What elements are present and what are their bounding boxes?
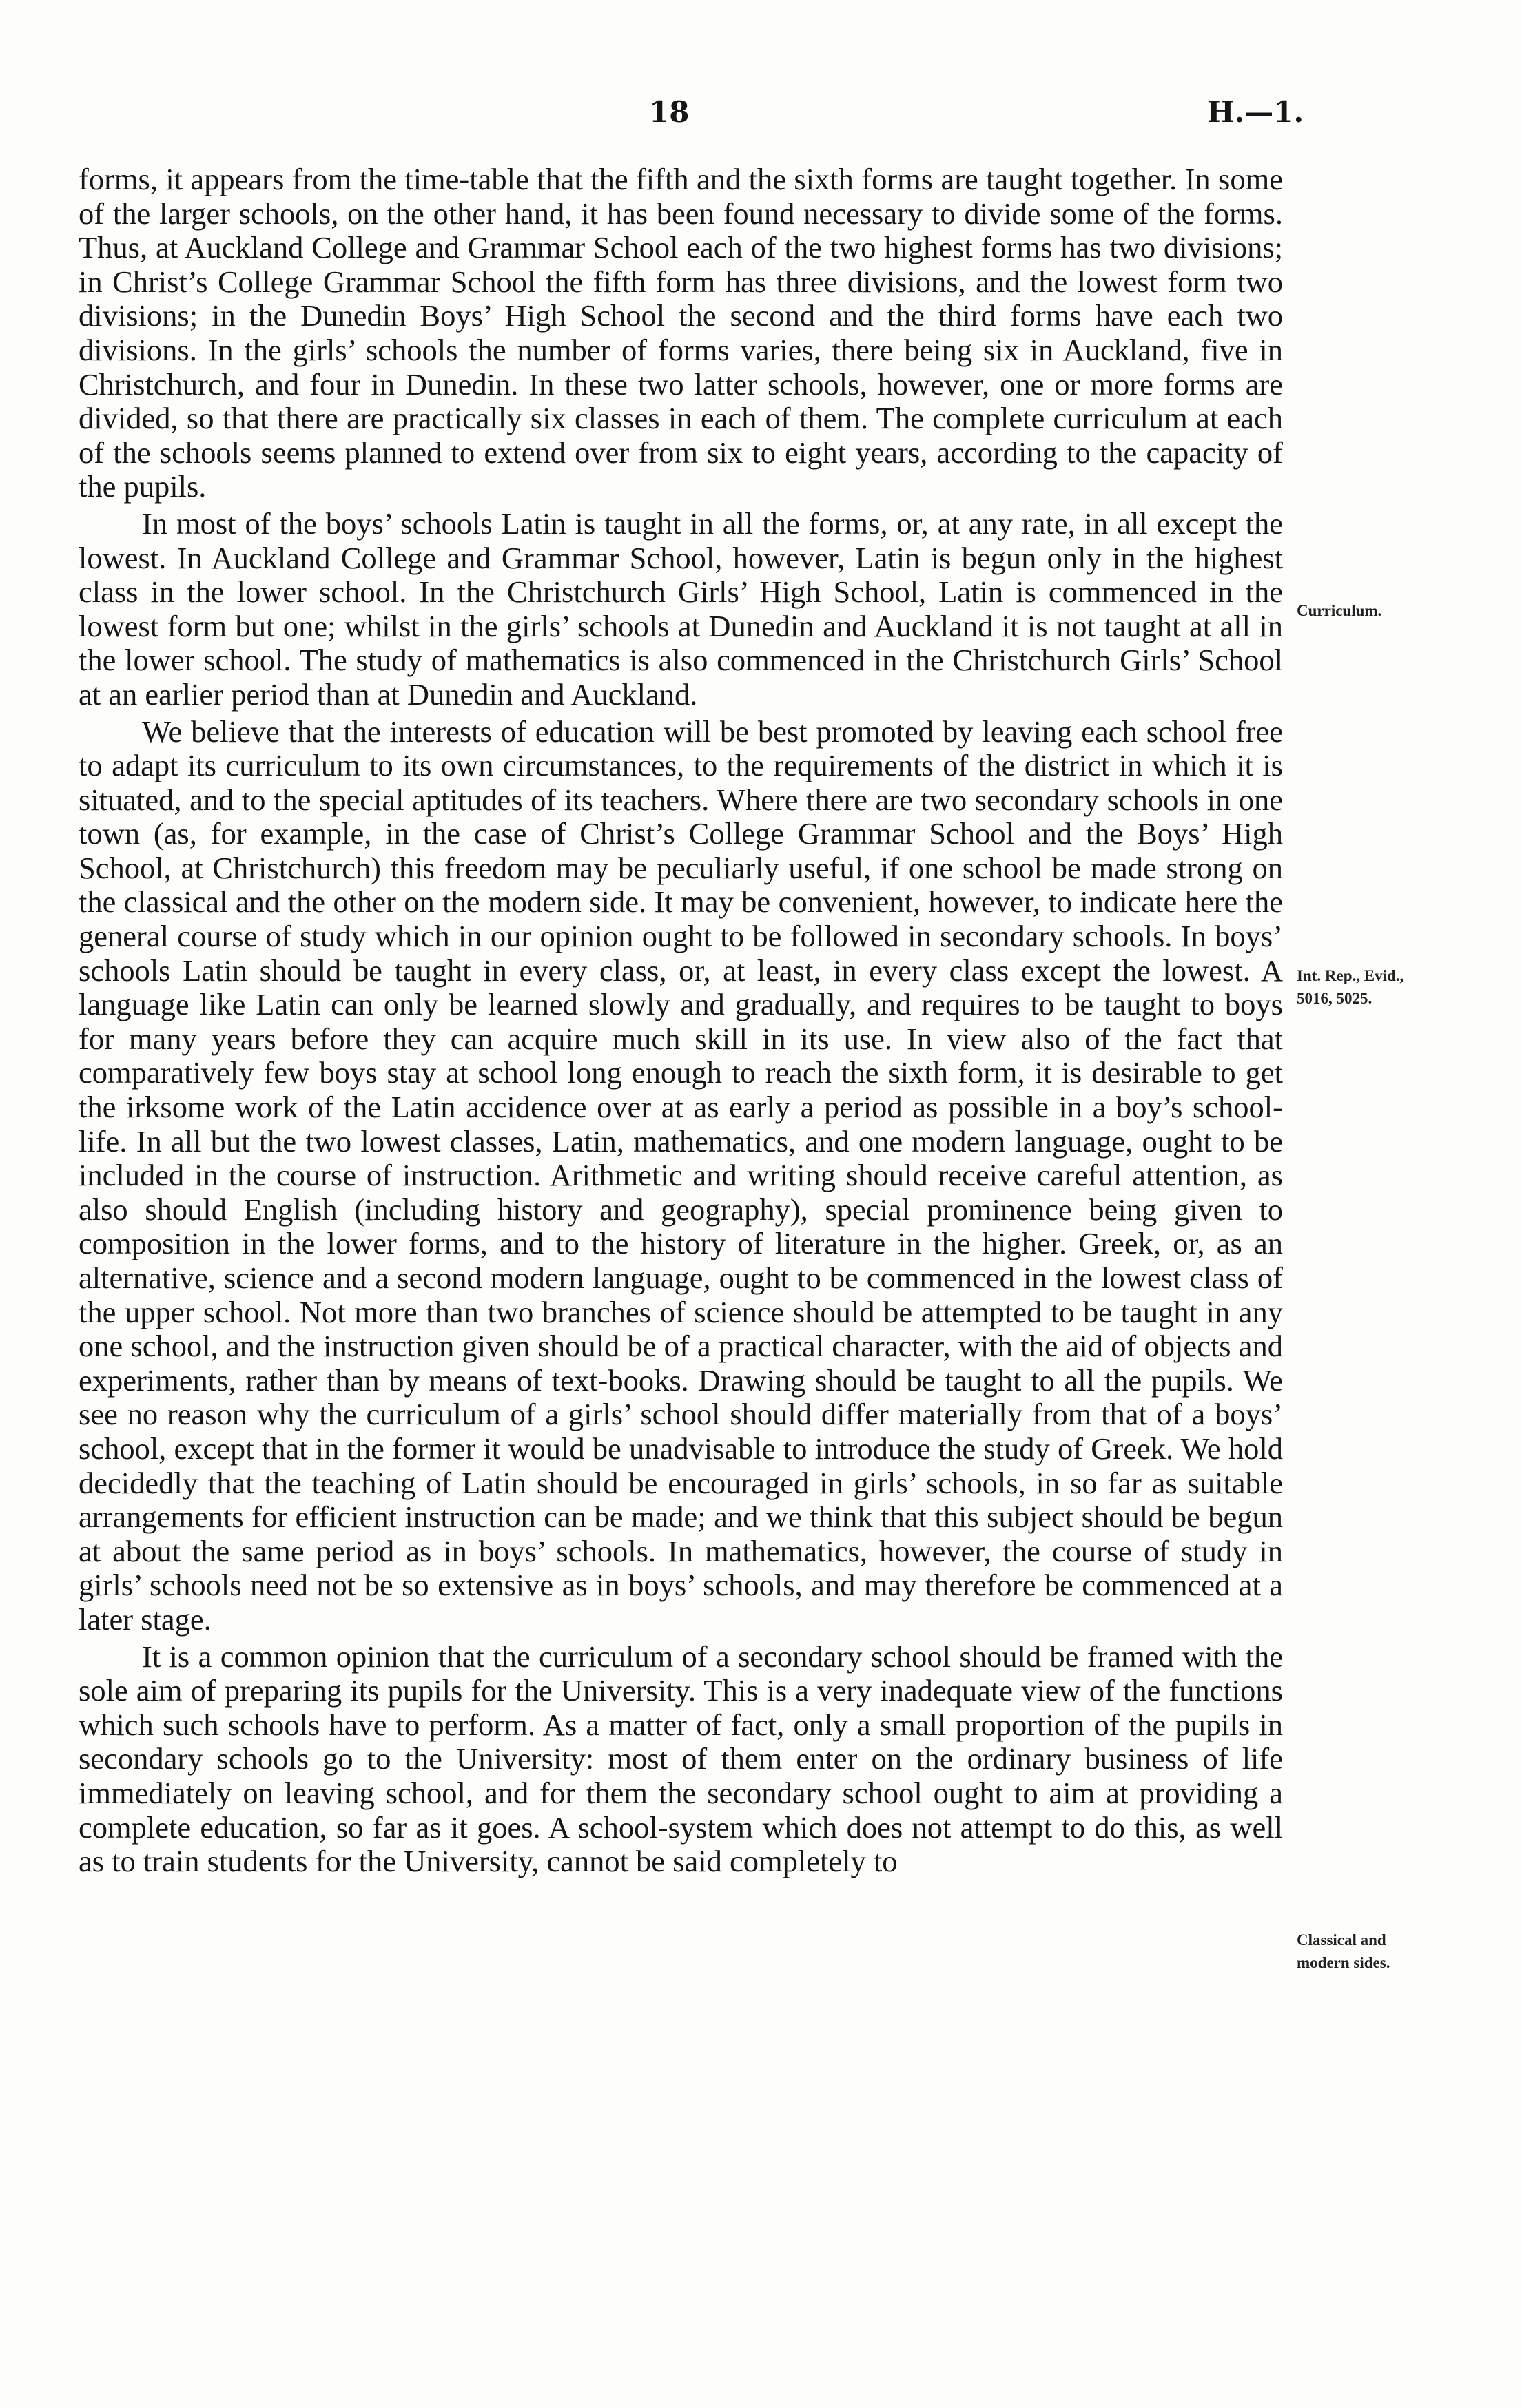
margin-note-classical-modern: Classical and modern sides. [1297, 1931, 1390, 1971]
page-header [0, 95, 1522, 136]
document-reference: H.—1. [1207, 95, 1304, 129]
paragraph-continuation: forms, it appears from the time-table that the fifth and the sixth forms are taught together. In some of the larger schools, on the other hand, it has been found necessary to divide some of the forms. Thus, at Auckland College and Grammar School each of the two highest forms has two divisions; in Christ’s College Grammar School the fifth form has three divisions, and the lowest form two divisions; in the Dunedin Boys’ High School the second and the third forms have each two divisions. In the girls’ schools the number of forms varies, there being six in Auckland, five in Christchurch, and four in Dunedin. In these two latter schools, however, one or more forms are divided, so that there are practically six classes in each of them. The complete curriculum at each of the schools seems planned to extend over from six to eight years, according to the capacity of the pupils. [79, 162, 1283, 504]
margin-note-curriculum: Curriculum. [1297, 602, 1382, 619]
paragraph-latin-teaching: In most of the boys’ schools Latin is taught in all the forms, or, at any rate, in all except the lowest. In Auckland College and Grammar School, however, Latin is begun only in the highest class in the lower school. In the Christchurch Girls’ High School, Latin is commenced in the lowest form but one; whilst in the girls’ schools at Dunedin and Auckland it is not taught at all in the lower school. The study of mathematics is also commenced in the Christchurch Girls’ School at an earlier period than at Dunedin and Auckland. [79, 506, 1283, 712]
margin-note-evidence-reference: Int. Rep., Evid., 5016, 5025. [1297, 967, 1404, 1007]
body-text [79, 163, 1283, 1879]
page-number: 18 [649, 95, 690, 129]
paragraph-curriculum-freedom: We believe that the interests of education will be best promoted by leaving each school free to adapt its curriculum to its own circumstances, to the requirements of the district in which it is situated, and to the special aptitudes of its teachers. Where there are two secondary schools in one town (as, for example, in the case of Christ’s College Grammar School and the Boys’ High School, at Christchurch) this freedom may be peculiarly useful, if one school be made strong on the classical and the other on the modern side. It may be convenient, however, to indicate here the general course of study which in our opinion ought to be followed in secondary schools. In boys’ schools Latin should be taught in every class, or, at least, in every class except the lowest. A language like Latin can only be learned slowly and gradually, and requires to be taught to boys for many years before they can acquire much skill in its use. In view also of the fact that comparatively few boys stay at school long enough to reach the sixth form, it is desirable to get the irksome work of the Latin accidence over at as early a period as possible in a boy’s school-life. In all but the two lowest classes, Latin, mathematics, and one modern language, ought to be included in the course of instruction. Arithmetic and writing should receive careful attention, as also should English (including history and geography), special prominence being given to composition in the lower forms, and to the history of literature in the higher. Greek, or, as an alternative, science and a second modern language, ought to be commenced in the lowest class of the upper school. Not more than two branches of science should be attempted to be taught in any one school, and the instruction given should be of a practical character, with the aid of objects and experiments, rather than by means of text-books. Drawing should be taught to all the pupils. We see no reason why the curriculum of a girls’ school should differ materially from that of a boys’ school, except that in the former it would be unadvisable to introduce the study of Greek. We hold decidedly that the teaching of Latin should be encouraged in girls’ schools, in so far as suitable arrangements for efficient instruction can be made; and we think that this subject should be begun at about the same period as in boys’ schools. In mathematics, however, the course of study in girls’ schools need not be so extensive as in boys’ schools, and may therefore be commenced at a later stage. [79, 714, 1283, 1637]
paragraph-university-aim: It is a common opinion that the curriculum of a secondary school should be framed with the sole aim of preparing its pupils for the University. This is a very inadequate view of the functions which such schools have to perform. As a matter of fact, only a small proportion of the pupils in secondary schools go to the University: most of them enter on the ordinary business of life immediately on leaving school, and for them the secondary school ought to aim at providing a complete education, so far as it goes. A school-system which does not attempt to do this, as well as to train students for the University, cannot be said completely to [79, 1639, 1283, 1879]
